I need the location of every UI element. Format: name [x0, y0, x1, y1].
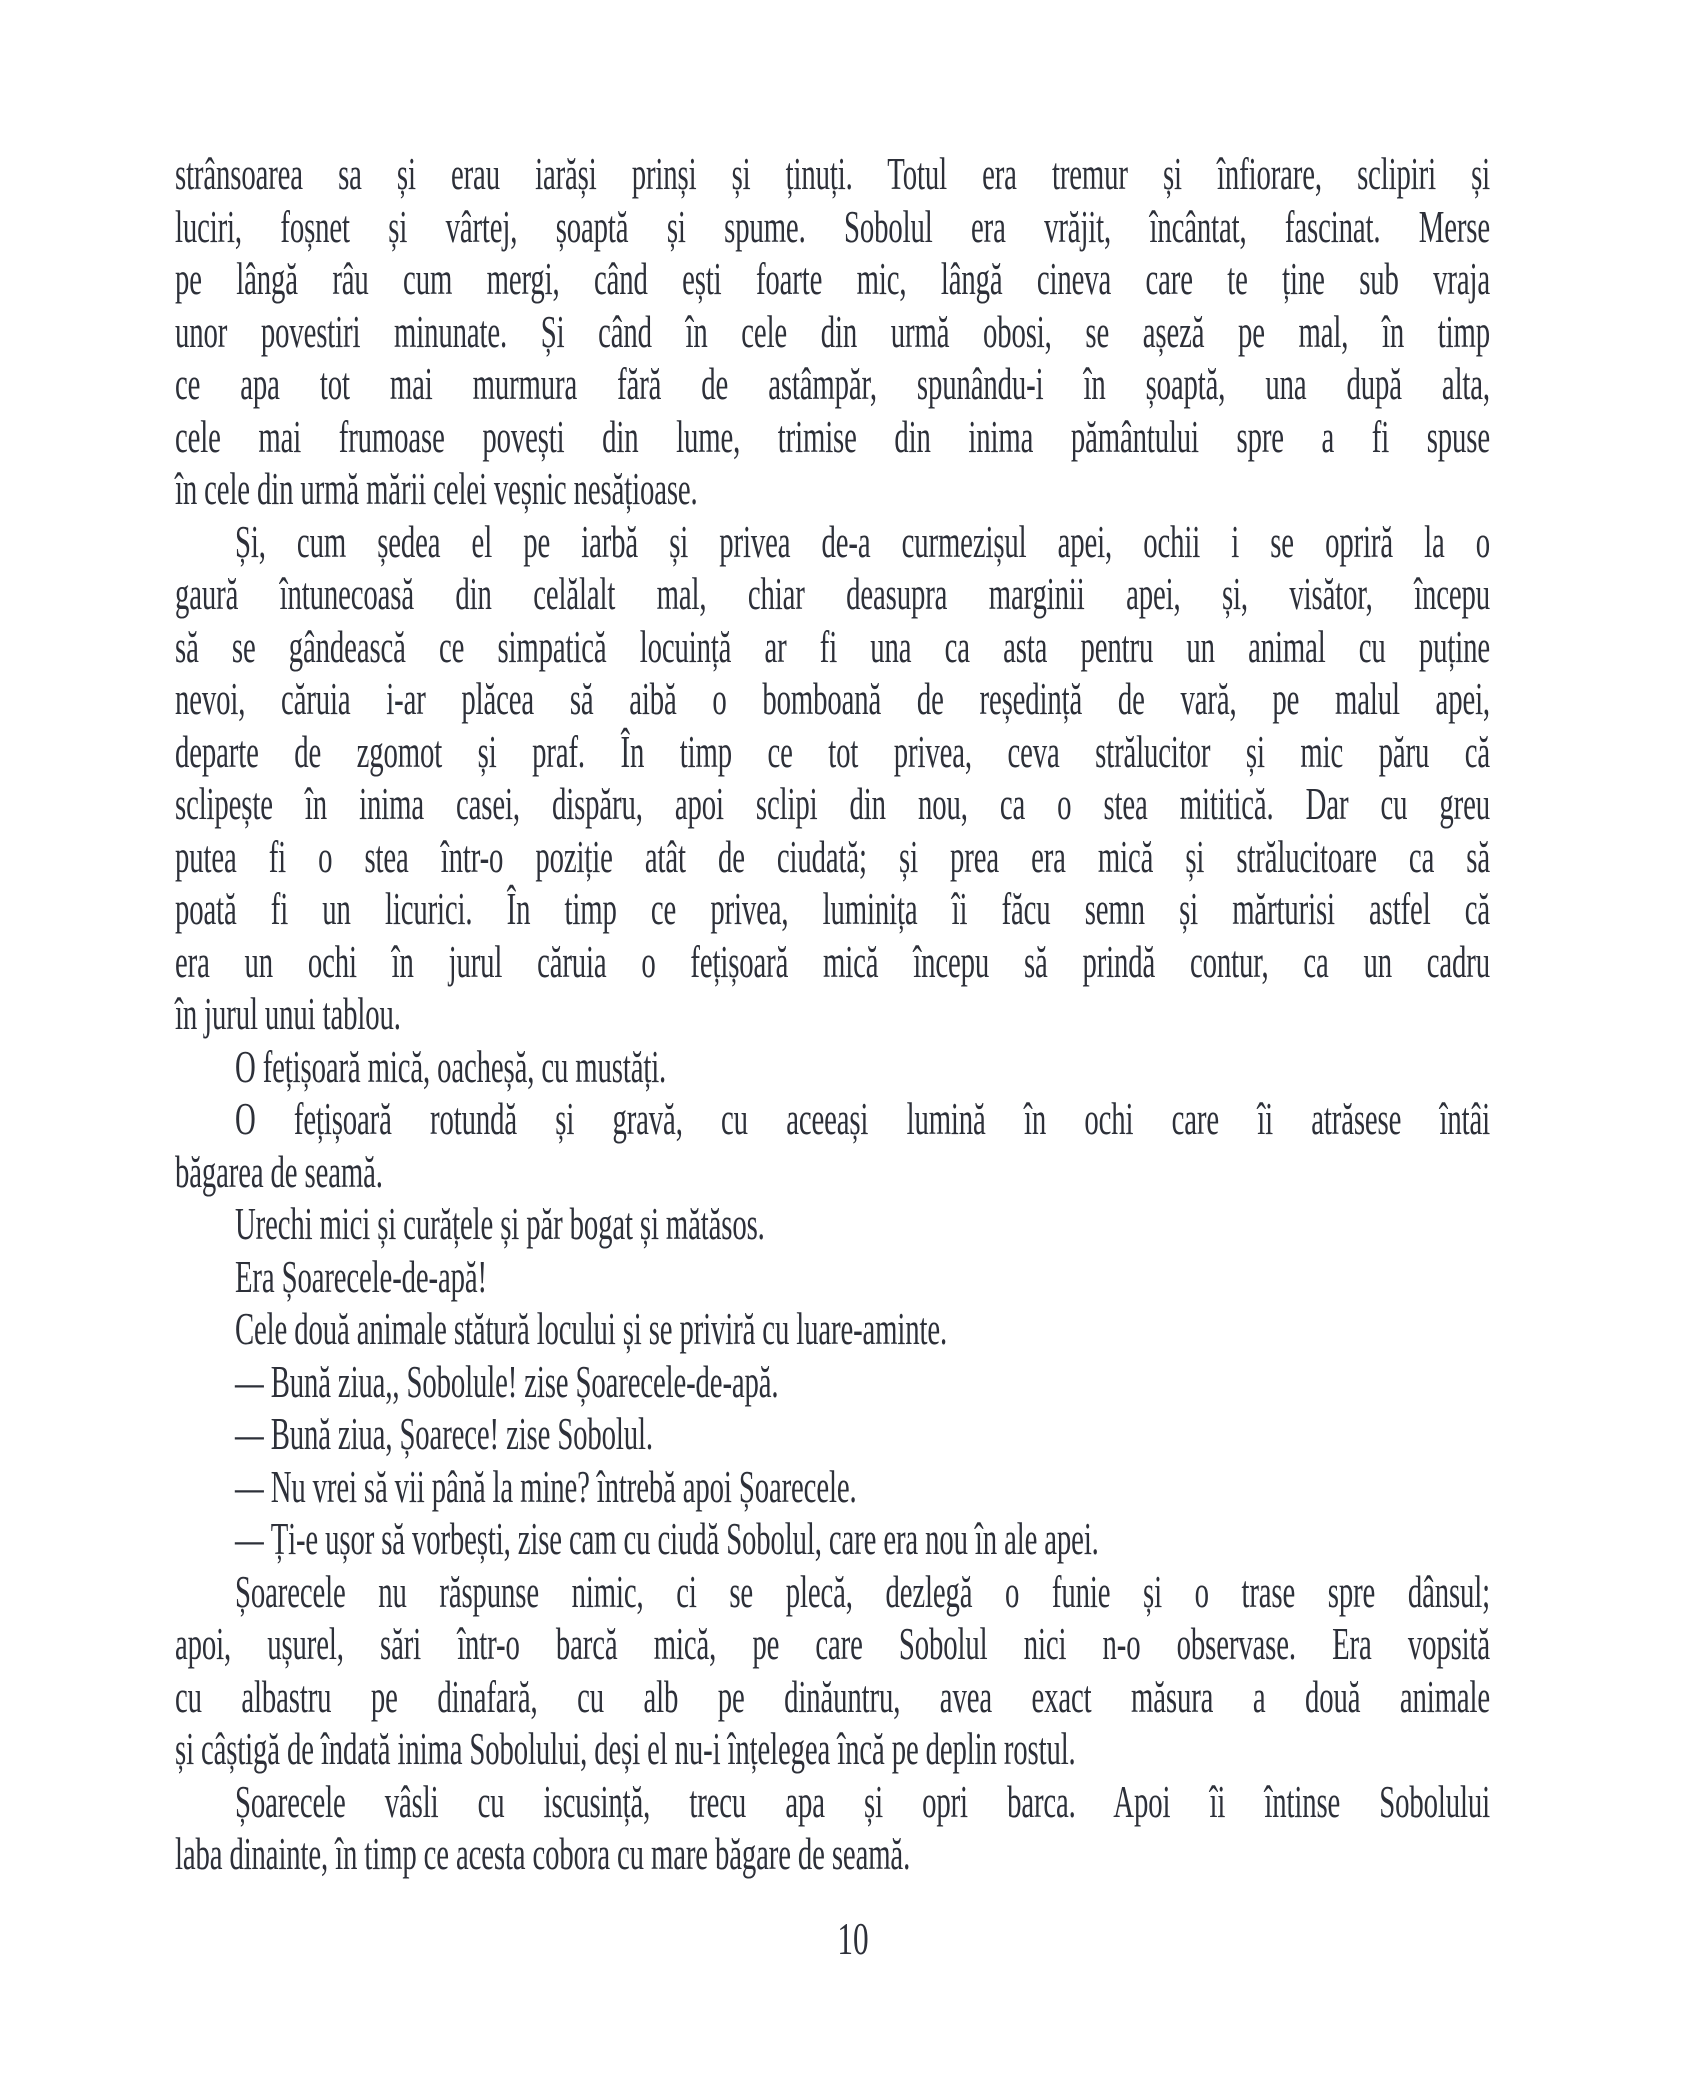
- body-text: [175, 148, 1490, 1881]
- text-line: și câștigă de îndată inima Sobolului, deși el nu-i înțelegea încă pe deplin rostul.: [175, 1723, 1076, 1774]
- page-footer: [0, 1913, 1706, 1964]
- text-line: sclipește în inima casei, dispăru, apoi sclipi din nou, ca o stea mititică. Dar cu greu: [175, 778, 1490, 829]
- text-line: să se gândească ce simpatică locuință ar fi una ca asta pentru un animal cu puține: [175, 620, 1490, 672]
- text-line: Urechi mici și curățele și păr bogat și mătăsos.: [235, 1198, 765, 1249]
- text-line: O fețișoară rotundă și gravă, cu aceeași lumină în ochi care îi atrăsese întâi: [235, 1093, 1490, 1144]
- paragraph: [175, 1776, 1490, 1881]
- text-line: era un ochi în jurul căruia o fețișoară mică începu să prindă contur, ca un cadru: [175, 935, 1490, 987]
- text-line: laba dinainte, în timp ce acesta cobora cu mare băgare de seamă.: [175, 1828, 911, 1879]
- text-line: în jurul unui tablou.: [175, 988, 401, 1039]
- text-line: în cele din urmă mării celei veșnic nesățioase.: [175, 463, 698, 514]
- paragraph: [175, 1356, 1490, 1409]
- text-line: departe de zgomot și praf. În timp ce tot privea, ceva strălucitor și mic păru că: [175, 725, 1490, 777]
- text-line: cele mai frumoase povești din lume, trimise din inima pământului spre a fi spuse: [175, 410, 1490, 462]
- paragraph: [175, 1461, 1490, 1514]
- text-line: cu albastru pe dinafară, cu alb pe dinăuntru, avea exact măsura a două animale: [175, 1670, 1490, 1722]
- paragraph: [175, 1198, 1490, 1251]
- text-line: pe lângă râu cum mergi, când ești foarte mic, lângă cineva care te ține sub vraja: [175, 253, 1490, 304]
- text-line: putea fi o stea într-o poziție atât de ciudată; și prea era mică și strălucitoare ca să: [175, 830, 1490, 882]
- page-number: 10: [837, 1913, 869, 1964]
- text-line: apoi, ușurel, sări într-o barcă mică, pe care Sobolul nici n-o observase. Era vopsită: [175, 1618, 1490, 1669]
- text-line: — Bună ziua, Șoarece! zise Sobolul.: [235, 1408, 653, 1459]
- paragraph: [175, 1041, 1490, 1094]
- text-line: — Ți-e ușor să vorbești, zise cam cu ciudă Sobolul, care era nou în ale apei.: [235, 1513, 1099, 1564]
- paragraph: [175, 516, 1490, 1041]
- paragraph: [175, 148, 1490, 516]
- text-line: ce apa tot mai murmura fără de astâmpăr, spunându-i în șoaptă, una după alta,: [175, 358, 1490, 409]
- text-block: [175, 148, 1491, 1881]
- paragraph: [175, 1303, 1490, 1356]
- text-line: nevoi, căruia i-ar plăcea să aibă o bomboană de reședință de vară, pe malul apei,: [175, 673, 1490, 724]
- text-line: băgarea de seamă.: [175, 1145, 383, 1197]
- text-line: gaură întunecoasă din celălalt mal, chiar deasupra marginii apei, și, visător, începu: [175, 568, 1490, 619]
- text-line: Șoarecele vâsli cu iscusință, trecu apa și opri barca. Apoi îi întinse Sobolului: [235, 1775, 1490, 1827]
- text-line: O fețișoară mică, oacheșă, cu mustăți.: [235, 1040, 667, 1092]
- text-line: unor povestiri minunate. Și când în cele din urmă obosi, se așeză pe mal, în timp: [175, 305, 1490, 357]
- text-line: — Nu vrei să vii până la mine? întrebă apoi Șoarecele.: [235, 1460, 857, 1512]
- paragraph: [175, 1566, 1490, 1776]
- paragraph: [175, 1513, 1490, 1566]
- text-line: Și, cum ședea el pe iarbă și privea de-a curmezișul apei, ochii i se opriră la o: [235, 515, 1490, 567]
- text-line: Șoarecele nu răspunse nimic, ci se plecă, dezlegă o funie și o trase spre dânsul;: [235, 1565, 1490, 1617]
- paragraph: [175, 1408, 1490, 1461]
- text-line: Cele două animale stătură locului și se priviră cu luare-aminte.: [235, 1303, 948, 1354]
- paragraph: [175, 1251, 1490, 1304]
- text-line: poată fi un licurici. În timp ce privea, luminița îi făcu semn și mărturisi astfel că: [175, 883, 1490, 934]
- text-line: strânsoarea sa și erau iarăși prinși și ținuți. Totul era tremur și înfiorare, sclipiri și: [175, 148, 1490, 199]
- paragraph: [175, 1093, 1490, 1198]
- text-line: — Bună ziua,, Sobolule! zise Șoarecele-de-apă.: [235, 1355, 779, 1407]
- text-line: Era Șoarecele-de-apă!: [235, 1250, 487, 1302]
- text-line: luciri, foșnet și vârtej, șoaptă și spume. Sobolul era vrăjit, încântat, fascinat. Merse: [175, 200, 1490, 252]
